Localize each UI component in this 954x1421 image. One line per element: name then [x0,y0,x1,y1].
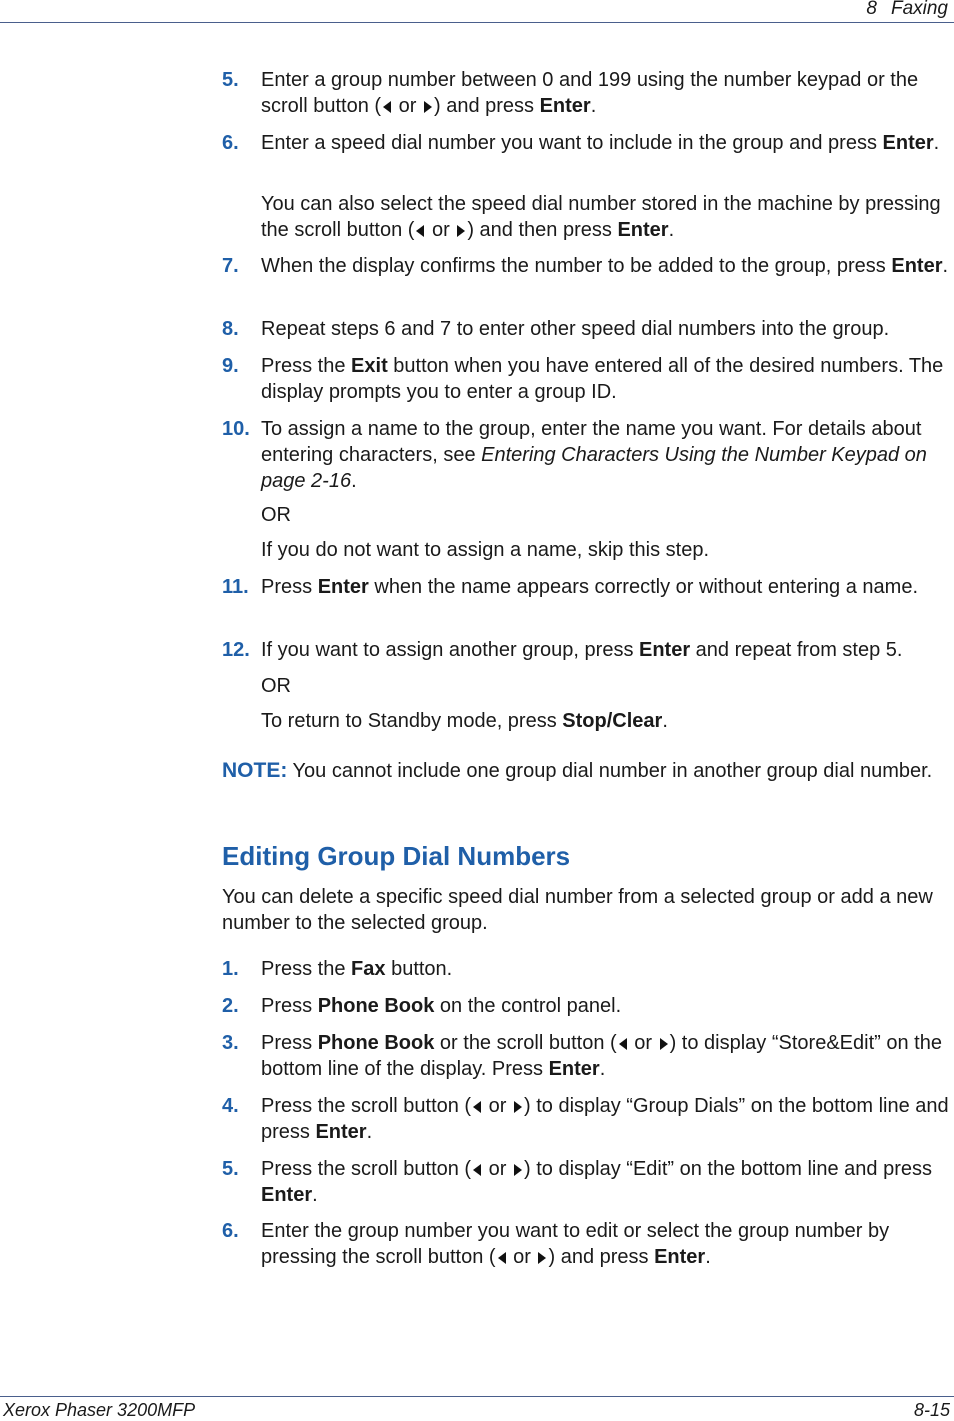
scroll-right-icon [538,1252,546,1264]
footer-rule [0,1396,954,1397]
scroll-right-icon [514,1164,522,1176]
chapter-number: 8 [866,0,877,19]
step-number: 4. [222,1095,239,1117]
scroll-right-icon [660,1038,668,1050]
section-intro: You can delete a specific speed dial number from a selected group or add a new number to the selected group. [222,886,933,934]
step-number: 11. [222,576,249,598]
step-number: 7. [222,255,239,277]
note-label: NOTE: [222,759,288,782]
step-number: 3. [222,1032,239,1054]
step-12-subtext: To return to Standby mode, press Stop/Clear. [261,710,668,732]
step-number: 5. [222,69,239,91]
page-header [866,0,948,20]
step-number: 2. [222,995,239,1017]
step-number: 1. [222,958,239,980]
footer-page-number: 8-15 [913,1400,950,1420]
chapter-title: Faxing [890,0,948,19]
step-12-or: OR [261,675,291,697]
step-text: Press Enter when the name appears correctly or without entering a name. [261,576,919,598]
scroll-left-icon [619,1038,627,1050]
step-text: Press the scroll button ( or ) to display “Group Dials” on the bottom line and press Enter. [261,1095,949,1143]
footer-product: Xerox Phaser 3200MFP [3,1400,196,1420]
scroll-right-icon [457,225,465,237]
header-rule [0,22,954,23]
step-number: 6. [222,1220,239,1242]
cross-reference-link[interactable]: Entering Characters Using the Number Keypad on page 2-16 [261,444,927,492]
scroll-left-icon [473,1101,481,1113]
step-text: If you want to assign another group, press Enter and repeat from step 5. [261,639,903,661]
scroll-right-icon [514,1101,522,1113]
step-text: Enter the group number you want to edit or select the group number by pressing the scroll button ( or ) and press Enter. [261,1220,890,1268]
scroll-left-icon [416,225,424,237]
step-text: Press the Fax button. [261,958,453,980]
step-text: Press Phone Book or the scroll button ( or ) to display “Store&Edit” on the bottom line of the display. Press Enter. [261,1032,942,1080]
note-text: You cannot include one group dial number in another group dial number. [287,760,933,782]
scroll-left-icon [383,101,391,113]
step-number: 6. [222,132,239,154]
step-text: Press Phone Book on the control panel. [261,995,622,1017]
step-number: 9. [222,355,239,377]
step-text: To assign a name to the group, enter the name you want. For details about entering characters, see Entering Characters Using the Number Keypad on page 2-16. [261,418,927,492]
step-text: Enter a group number between 0 and 199 using the number keypad or the scroll button ( or ) and press Enter. [261,69,919,117]
step-text: Press the scroll button ( or ) to display “Edit” on the bottom line and press Enter. [261,1158,933,1206]
step-number: 8. [222,318,239,340]
step-10-subtext: If you do not want to assign a name, skip this step. [261,539,710,561]
step-number: 10. [222,418,250,440]
step-number: 5. [222,1158,239,1180]
scroll-left-icon [473,1164,481,1176]
section-title: Editing Group Dial Numbers [222,841,571,871]
scroll-right-icon [424,101,432,113]
step-text: Repeat steps 6 and 7 to enter other speed dial numbers into the group. [261,318,890,340]
step-text: Press the Exit button when you have entered all of the desired numbers. The display prompts you to enter a group ID. [261,355,944,403]
step-text: When the display confirms the number to be added to the group, press Enter. [261,255,949,277]
step-6-subtext: You can also select the speed dial number stored in the machine by pressing the scroll button ( or ) and then press Enter. [261,193,941,241]
note [222,758,948,784]
step-10-or: OR [261,504,291,526]
scroll-left-icon [498,1252,506,1264]
step-text: Enter a speed dial number you want to include in the group and press Enter. [261,132,940,154]
step-number: 12. [222,639,250,661]
